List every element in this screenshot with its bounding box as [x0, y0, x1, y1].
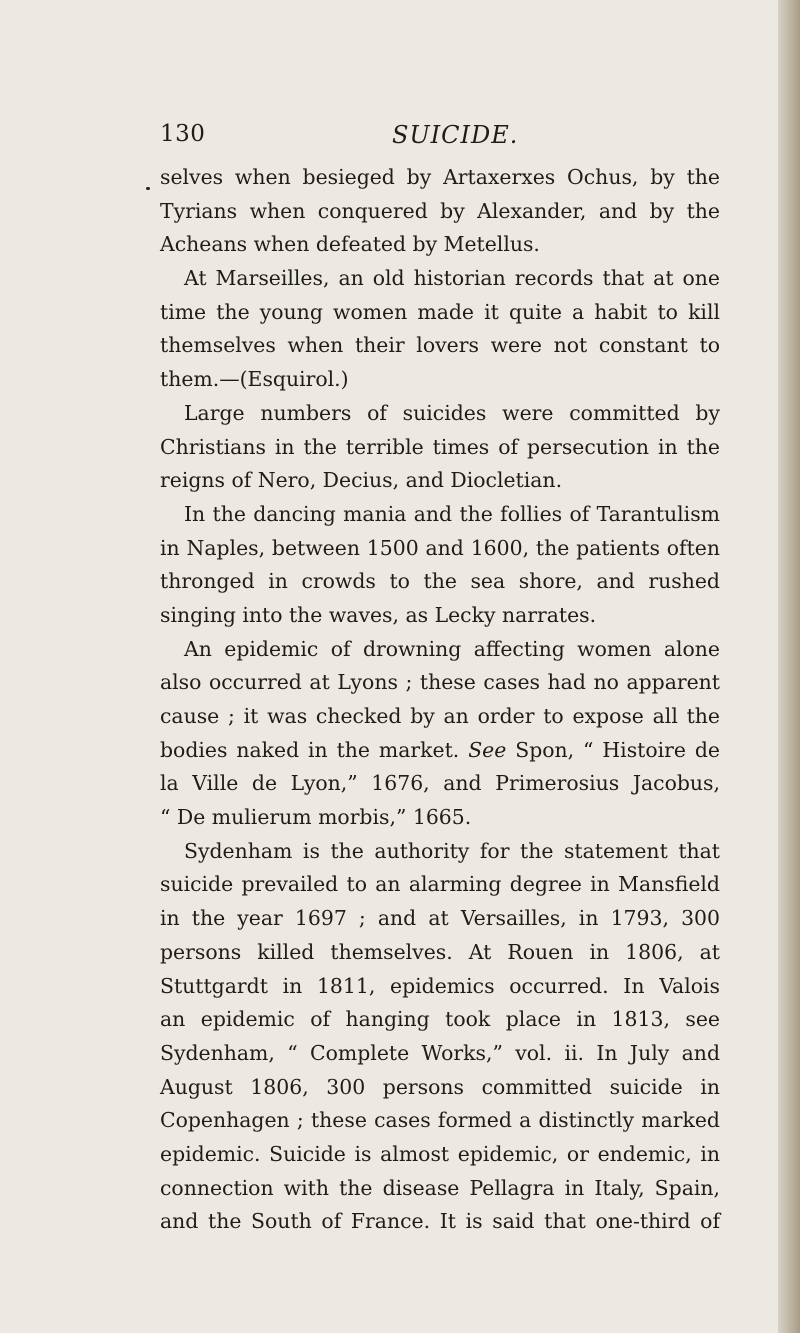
paragraph-first-line: At Marseilles, an old historian records that at one: [184, 266, 720, 291]
text-line: Copenhagen ; these cases formed a distinctly marked: [160, 1108, 720, 1133]
text-line: them.—(Esquirol.): [160, 367, 349, 392]
paragraph-first-line: In the dancing mania and the follies of Tarantulism: [184, 501, 720, 526]
text-line: la Ville de Lyon,” 1676, and Primerosius Jacobus,: [160, 771, 720, 796]
paragraph-first-line: Sydenham is the authority for the statement that: [184, 838, 720, 863]
text-line: themselves when their lovers were not constant to: [160, 333, 720, 358]
text-line: connection with the disease Pellagra in Italy, Spain,: [160, 1175, 720, 1200]
text-line: Tyrians when conquered by Alexander, and by the: [160, 198, 720, 223]
text-line: and the South of France. It is said that one-third of: [160, 1209, 720, 1234]
text-line: in Naples, between 1500 and 1600, the patients often: [160, 535, 720, 560]
text-line: thronged in crowds to the sea shore, and rushed: [160, 569, 720, 594]
text-line: persons killed themselves. At Rouen in 1806, at: [160, 939, 720, 964]
see-reference: See: [468, 737, 507, 762]
text-fragment: Spon, “ Histoire de: [515, 737, 721, 762]
paragraph-first-line: Large numbers of suicides were committed by: [184, 400, 720, 425]
text-line: Stuttgardt in 1811, epidemics occurred. In Valois: [160, 973, 720, 998]
text-line-with-reference: [160, 734, 720, 768]
body-text: [160, 161, 720, 1239]
text-line: an epidemic of hanging took place in 1813, see: [160, 1007, 720, 1032]
paragraph-first-line: An epidemic of drowning affecting women alone: [184, 636, 720, 661]
text-line: August 1806, 300 persons committed suicide in: [160, 1074, 720, 1099]
text-line: in the year 1697 ; and at Versailles, in 1793, 300: [160, 906, 720, 931]
text-line: epidemic. Suicide is almost epidemic, or endemic, in: [160, 1141, 720, 1166]
text-line: reigns of Nero, Decius, and Diocletian.: [160, 468, 563, 493]
text-line: time the young women made it quite a habit to kill: [160, 299, 720, 324]
stray-ink-mark: [146, 187, 150, 190]
text-line: cause ; it was checked by an order to expose all the: [160, 704, 720, 728]
text-line: selves when besieged by Artaxerxes Ochus, by the: [160, 165, 720, 189]
text-line: Acheans when defeated by Metellus.: [160, 232, 540, 257]
text-fragment: bodies naked in the market.: [160, 737, 460, 762]
text-line: “ De mulierum morbis,” 1665.: [160, 805, 472, 830]
text-line: Christians in the terrible times of persecution in the: [160, 434, 720, 459]
text-line: singing into the waves, as Lecky narrates.: [160, 602, 597, 627]
running-head: [160, 121, 720, 157]
page-edge-shadow: [778, 0, 800, 1333]
running-title: SUICIDE.: [392, 121, 519, 149]
text-line: suicide prevailed to an alarming degree in Mansfield: [160, 872, 720, 897]
page-number: 130: [160, 121, 206, 147]
text-line: Sydenham, “ Complete Works,” vol. ii. In July and: [160, 1040, 720, 1065]
text-line: also occurred at Lyons ; these cases had no apparent: [160, 670, 720, 695]
